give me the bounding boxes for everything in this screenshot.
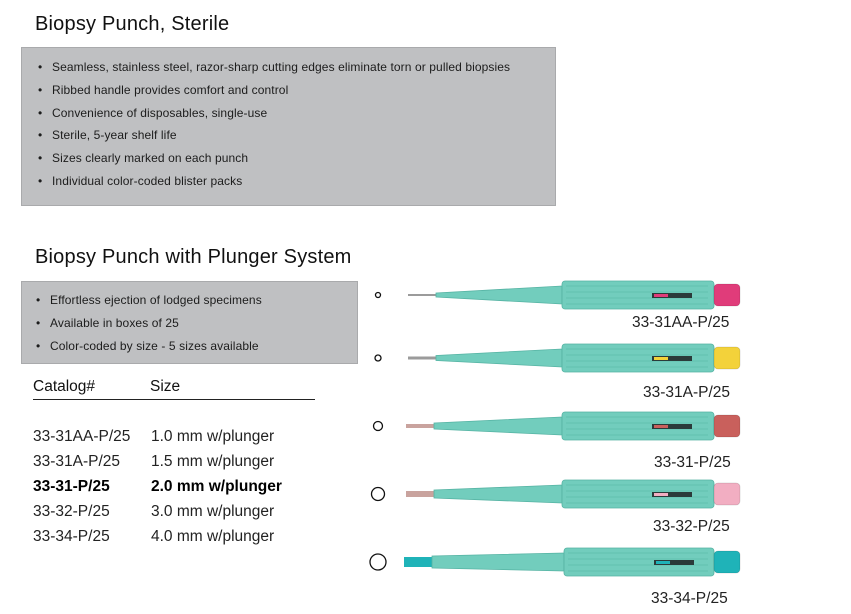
punch-blade (406, 491, 436, 497)
features-box-sterile (21, 47, 556, 206)
punch-cap (714, 483, 740, 505)
product-label: 33-31A-P/25 (643, 384, 731, 401)
size-value: 2.0 mm w/plunger (151, 478, 282, 495)
feature-bullet: • Sizes clearly marked on each punch (52, 151, 555, 174)
size-indicator-circle (375, 355, 381, 361)
size-value: 4.0 mm w/plunger (151, 528, 275, 545)
punch-blade (404, 557, 434, 567)
catalog-number: 33-32-P/25 (33, 503, 110, 520)
plunger-indicator (654, 425, 668, 428)
feature-bullet: • Color-coded by size - 5 sizes available (50, 339, 357, 362)
feature-bullet: • Individual color-coded blister packs (52, 174, 555, 197)
feature-bullet: • Sterile, 5-year shelf life (52, 128, 555, 151)
catalog-column-header: Catalog# (33, 378, 96, 395)
section-title-sterile: Biopsy Punch, Sterile (35, 13, 230, 35)
size-indicator-circle (372, 488, 385, 501)
feature-list-sterile (52, 60, 555, 197)
catalog-number: 33-31AA-P/25 (33, 428, 131, 445)
section-title-plunger: Biopsy Punch with Plunger System (35, 246, 352, 268)
feature-bullet: • Effortless ejection of lodged specimens (50, 293, 357, 316)
punch-shaft (436, 349, 562, 367)
punch-cap (714, 347, 740, 369)
feature-bullet: • Available in boxes of 25 (50, 316, 357, 339)
catalog-number: 33-34-P/25 (33, 528, 110, 545)
plunger-indicator (654, 493, 668, 496)
catalog-number: 33-31-P/25 (33, 478, 110, 495)
features-box-plunger (21, 281, 358, 364)
table-row (33, 528, 333, 548)
punch-shaft (436, 286, 562, 304)
product-label: 33-32-P/25 (653, 518, 730, 535)
plunger-indicator (656, 561, 670, 564)
punch-shaft (434, 417, 562, 435)
table-row (33, 503, 333, 523)
size-value: 3.0 mm w/plunger (151, 503, 275, 520)
size-value: 1.0 mm w/plunger (151, 428, 275, 445)
size-indicator-circle (370, 554, 386, 570)
punch-blade (408, 294, 438, 296)
punch-cap (714, 284, 740, 306)
feature-list-plunger (50, 293, 357, 362)
punch-cap (714, 415, 740, 437)
size-column-header: Size (150, 378, 181, 395)
product-label: 33-31AA-P/25 (632, 314, 730, 331)
table-row-highlighted (33, 478, 333, 498)
plunger-indicator (654, 294, 668, 297)
punch-blade (406, 424, 436, 428)
table-row (33, 428, 333, 448)
catalog-number: 33-31A-P/25 (33, 453, 121, 470)
size-indicator-circle (376, 293, 381, 298)
product-label: 33-31-P/25 (654, 454, 731, 471)
size-value: 1.5 mm w/plunger (151, 453, 275, 470)
plunger-indicator (654, 357, 668, 360)
size-indicator-circle (374, 422, 383, 431)
catalog-table-header (33, 378, 315, 400)
punch-blade (408, 357, 438, 360)
feature-bullet: • Convenience of disposables, single-use (52, 106, 555, 129)
table-row (33, 453, 333, 473)
punch-shaft (432, 553, 564, 571)
punch-cap (714, 551, 740, 573)
feature-bullet: • Seamless, stainless steel, razor-sharp cutting edges eliminate torn or pulled biopsies (52, 60, 555, 83)
punch-shaft (434, 485, 562, 503)
feature-bullet: • Ribbed handle provides comfort and control (52, 83, 555, 106)
product-label: 33-34-P/25 (651, 590, 728, 607)
